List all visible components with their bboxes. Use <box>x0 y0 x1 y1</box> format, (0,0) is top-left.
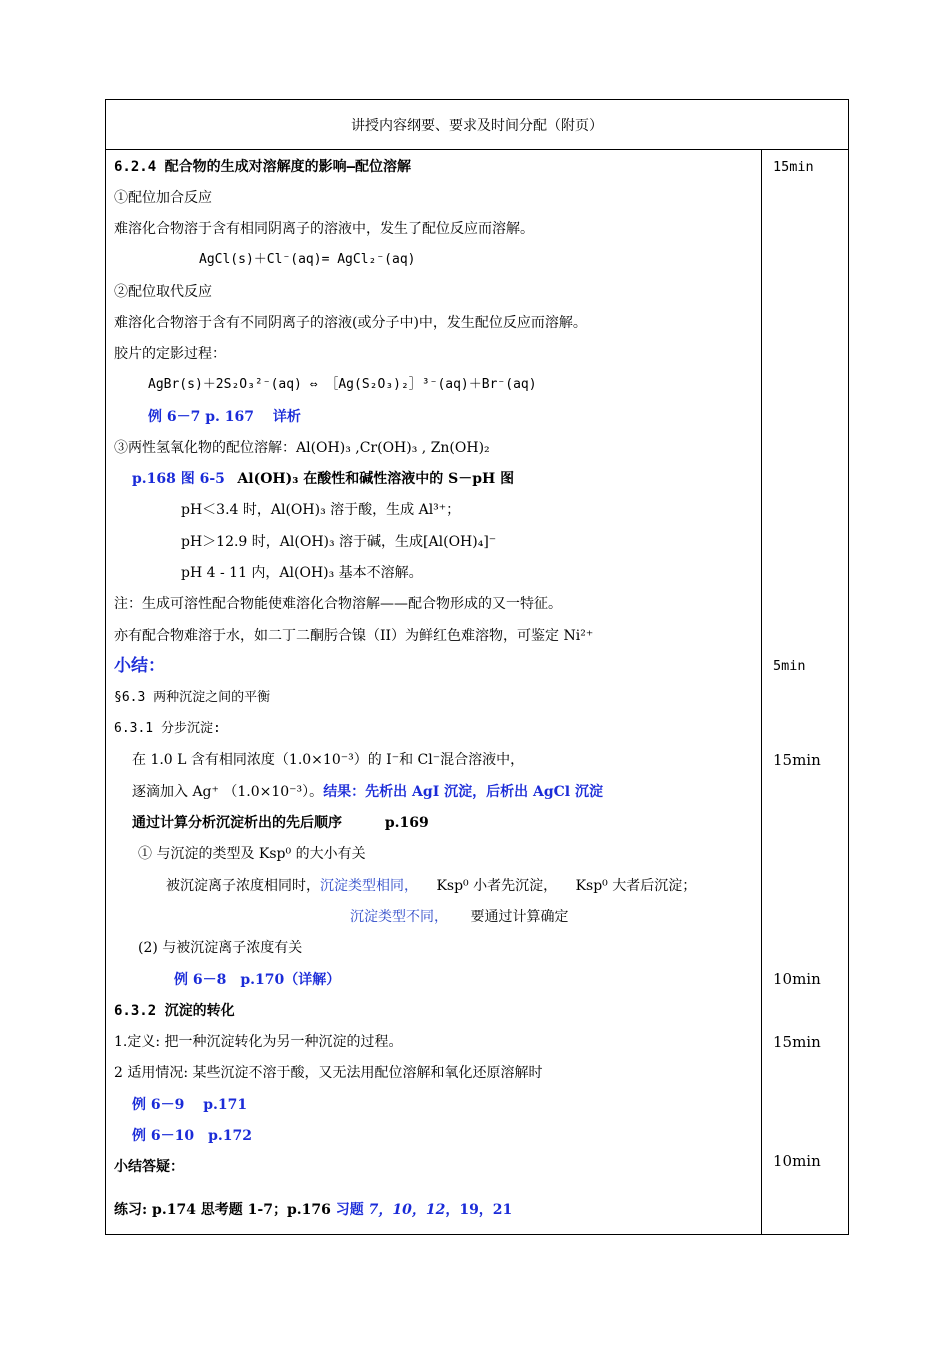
homework-numbers-italic: 7，10，12 <box>368 1202 446 1218</box>
calc-order-text: 通过计算分析沉淀析出的先后顺序 <box>132 815 342 831</box>
lesson-plan-table <box>105 99 849 1235</box>
example-6-8: 例 6－8 p.170（详解） <box>174 972 341 988</box>
column-divider <box>761 150 762 1234</box>
calc-determine-text: 要通过计算确定 <box>470 909 569 925</box>
ksp-large-text: Ksp⁰ 大者后沉淀； <box>575 878 697 894</box>
text-line: 胶片的定影过程： <box>114 346 226 362</box>
item-coordination-addition: ①配位加合反应 <box>114 190 212 206</box>
summary-qa: 小结答疑： <box>114 1159 184 1175</box>
section-6-3-title: §6.3 两种沉淀之间的平衡 <box>114 690 271 705</box>
criterion-1a <box>166 877 696 895</box>
item-coordination-substitution: ②配位取代反应 <box>114 284 212 300</box>
ph-condition-neutral: pH 4 - 11 内，Al(OH)₃ 基本不溶解。 <box>181 565 423 581</box>
homework-label: 习题 <box>335 1202 364 1218</box>
homework-numbers: ，19，21 <box>445 1202 513 1218</box>
exercise-text: : p.174 思考题 1-7；p.176 <box>142 1202 336 1218</box>
item-amphoteric-hydroxide: ③两性氢氧化物的配位溶解：Al(OH)₃ ,Cr(OH)₃ , Zn(OH)₂ <box>114 440 490 456</box>
subsection-6-3-1: 6.3.1 分步沉淀: <box>114 721 221 736</box>
time-allocation: 15min <box>773 751 821 769</box>
same-type-text: 沉淀类型相同， <box>320 878 418 894</box>
exercise-line <box>114 1201 512 1219</box>
different-type-text: 沉淀类型不同， <box>350 909 448 925</box>
equation-agcl: AgCl(s)＋Cl⁻(aq)= AgCl₂⁻(aq) <box>199 252 416 267</box>
header-title: 讲授内容纲要、要求及时间分配（附页） <box>351 117 603 134</box>
text-dropwise: 逐滴加入 Ag⁺ （1.0×10⁻³）。 <box>132 784 324 800</box>
figure-reference: p.168 图 6-5 <box>132 471 225 487</box>
time-allocation: 10min <box>773 970 821 988</box>
example-6-10: 例 6－10 p.172 <box>132 1128 252 1144</box>
time-allocation: 10min <box>773 1152 821 1170</box>
example-6-7: 例 6－7 p. 167 详析 <box>148 409 301 425</box>
text-line: 难溶化合物溶于含有相同阴离子的溶液中，发生了配位反应而溶解。 <box>114 221 534 237</box>
text-line: 难溶化合物溶于含有不同阴离子的溶液(或分子中)中，发生配位反应而溶解。 <box>114 315 587 331</box>
time-allocation: 5min <box>773 658 806 674</box>
ph-condition-base: pH＞12.9 时，Al(OH)₃ 溶于碱，生成[Al(OH)₄]⁻ <box>181 534 497 550</box>
note-line: 亦有配合物难溶于水，如二丁二酮肟合镍（II）为鲜红色难溶物，可鉴定 Ni²⁺ <box>114 628 594 644</box>
result-text: 结果：先析出 AgI 沉淀，后析出 AgCl 沉淀 <box>323 784 603 800</box>
time-allocation: 15min <box>773 1033 821 1051</box>
usage-line: 2 适用情况: 某些沉淀不溶于酸，又无法用配位溶解和氧化还原溶解时 <box>114 1065 543 1081</box>
example-6-9: 例 6－9 p.171 <box>132 1097 248 1113</box>
note-line: 注：生成可溶性配合物能使难溶化合物溶解——配合物形成的又一特征。 <box>114 596 562 612</box>
ksp-small-text: Ksp⁰ 小者先沉淀， <box>436 878 558 894</box>
figure-reference-line <box>132 470 514 488</box>
definition-line: 1.定义: 把一种沉淀转化为另一种沉淀的过程。 <box>114 1034 403 1050</box>
equation-agbr: AgBr(s)＋2S₂O₃²⁻(aq) ⇔ ［Ag(S₂O₃)₂］³⁻(aq)＋Br⁻(aq) <box>148 377 537 392</box>
section-6-2-4-title: 6.2.4 配合物的生成对溶解度的影响—配位溶解 <box>114 159 411 175</box>
text-line-result <box>132 783 603 801</box>
figure-title: Al(OH)₃ 在酸性和碱性溶液中的 S－pH 图 <box>237 471 515 487</box>
criterion-2: (2) 与被沉淀离子浓度有关 <box>138 940 303 956</box>
criterion-1b <box>350 908 568 926</box>
calc-order-line <box>132 814 429 832</box>
time-allocation: 15min <box>773 159 814 175</box>
ph-condition-acid: pH＜3.4 时，Al(OH)₃ 溶于酸，生成 Al³⁺； <box>181 502 461 518</box>
page-reference: p.169 <box>384 815 429 831</box>
exercise-label: 练习 <box>114 1202 142 1218</box>
table-header <box>106 100 848 150</box>
subsection-6-3-2: 6.3.2 沉淀的转化 <box>114 1003 235 1019</box>
same-concentration-text: 被沉淀离子浓度相同时， <box>166 878 320 894</box>
summary-heading: 小结： <box>114 656 165 676</box>
text-line: 在 1.0 L 含有相同浓度（1.0×10⁻³）的 I⁻和 Cl⁻混合溶液中， <box>132 752 525 768</box>
criterion-1: ① 与沉淀的类型及 Ksp⁰ 的大小有关 <box>138 846 366 862</box>
